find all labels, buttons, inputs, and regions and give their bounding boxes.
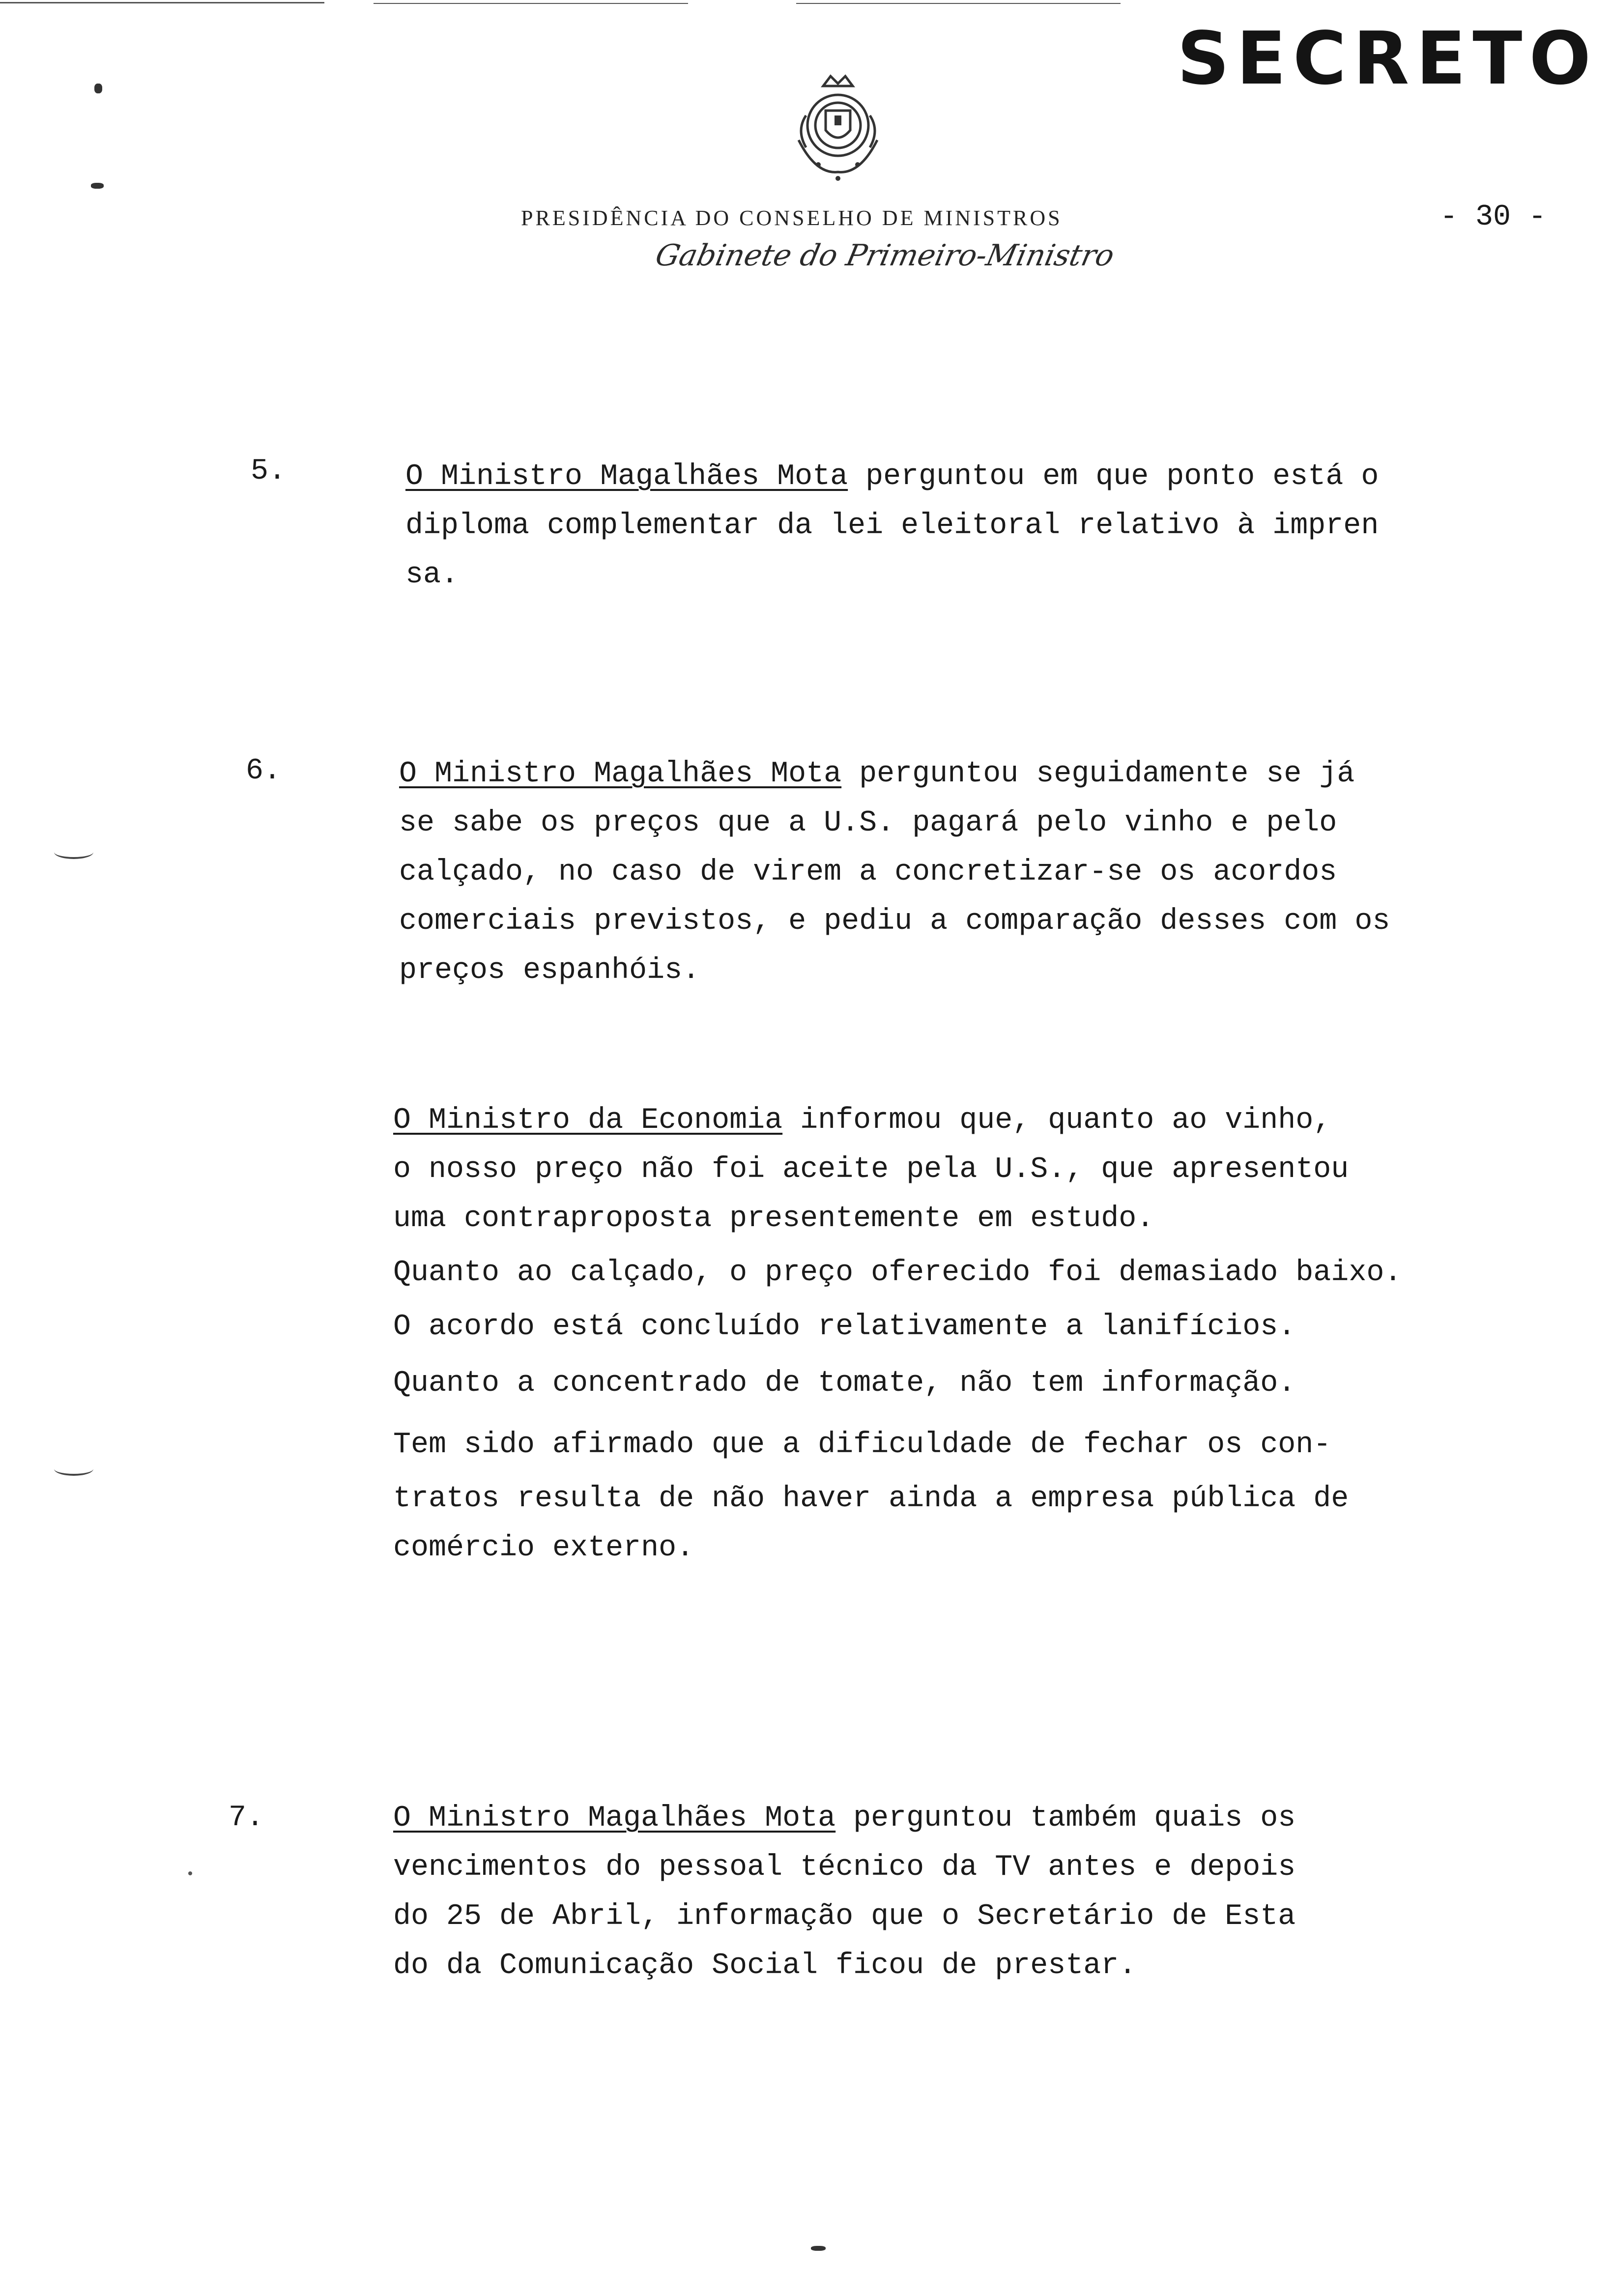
item-number: 6. <box>246 754 282 788</box>
margin-mark <box>811 2246 826 2251</box>
paragraph-line: do 25 de Abril, informação que o Secretário de Esta <box>393 1900 1296 1933</box>
paragraph-line: calçado, no caso de virem a concretizar-se os acordos <box>399 856 1337 889</box>
paragraph-line: vencimentos do pessoal técnico da TV antes e depois <box>393 1851 1296 1884</box>
line-text: perguntou em que ponto está o <box>848 460 1379 493</box>
margin-mark <box>54 1462 93 1476</box>
item-paragraph <box>393 1794 1295 1990</box>
paragraph-line: Quanto a concentrado de tomate, não tem informação. <box>393 1367 1296 1400</box>
paragraph-line <box>393 1794 1295 1843</box>
line-text: informou que, quanto ao vinho, <box>782 1104 1331 1137</box>
line-text: perguntou seguidamente se já <box>841 757 1355 791</box>
item-paragraph <box>393 1096 1402 1573</box>
paragraph-line: tratos resulta de não haver ainda a empresa pública de <box>393 1482 1349 1516</box>
paragraph-line: do da Comunicação Social ficou de prestar. <box>393 1949 1137 1982</box>
margin-mark <box>54 845 93 859</box>
paragraph-line: Tem sido afirmado que a dificuldade de fechar os con- <box>393 1428 1331 1462</box>
speaker-name: O Ministro Magalhães Mota <box>393 1802 836 1835</box>
margin-mark <box>94 84 102 93</box>
page-number: - 30 - <box>1440 201 1547 234</box>
paragraph-line: se sabe os preços que a U.S. pagará pelo vinho e pelo <box>399 806 1337 840</box>
institution-heading: PRESIDÊNCIA DO CONSELHO DE MINISTROS <box>521 206 1063 230</box>
paragraph-line <box>399 749 1390 799</box>
speaker-name: O Ministro Magalhães Mota <box>405 460 848 493</box>
scan-edge-rule <box>796 3 1121 4</box>
margin-mark <box>188 1871 192 1875</box>
office-subheading: Gabinete do Primeiro-Ministro <box>652 238 1118 273</box>
item-number: 7. <box>229 1801 264 1835</box>
paragraph-line: uma contraproposta presentemente em estudo. <box>393 1202 1154 1235</box>
paragraph-line: Quanto ao calçado, o preço oferecido foi demasiado baixo. <box>393 1256 1402 1290</box>
item-number: 5. <box>251 455 287 488</box>
speaker-name: O Ministro da Economia <box>393 1104 783 1137</box>
item-paragraph <box>405 452 1379 600</box>
scan-edge-rule <box>374 3 688 4</box>
paragraph-line: comércio externo. <box>393 1531 694 1565</box>
paragraph-line: o nosso preço não foi aceite pela U.S., que apresentou <box>393 1153 1349 1186</box>
item-paragraph <box>399 749 1390 995</box>
paragraph-line: comerciais previstos, e pediu a comparação desses com os <box>399 905 1390 938</box>
line-text: perguntou também quais os <box>835 1802 1296 1835</box>
speaker-name: O Ministro Magalhães Mota <box>399 757 842 791</box>
paragraph-line <box>405 452 1379 501</box>
paragraph-line: diploma complementar da lei eleitoral relativo à impren <box>405 509 1379 543</box>
scan-edge-rule <box>0 2 324 3</box>
margin-mark <box>91 183 104 189</box>
paragraph-line: sa. <box>405 558 459 592</box>
classification-stamp: SECRETO <box>1177 16 1598 101</box>
paragraph-line: O acordo está concluído relativamente a lanifícios. <box>393 1310 1296 1344</box>
paragraph-line: preços espanhóis. <box>399 954 700 987</box>
coat-of-arms-icon <box>777 66 899 189</box>
paragraph-line <box>393 1096 1402 1145</box>
